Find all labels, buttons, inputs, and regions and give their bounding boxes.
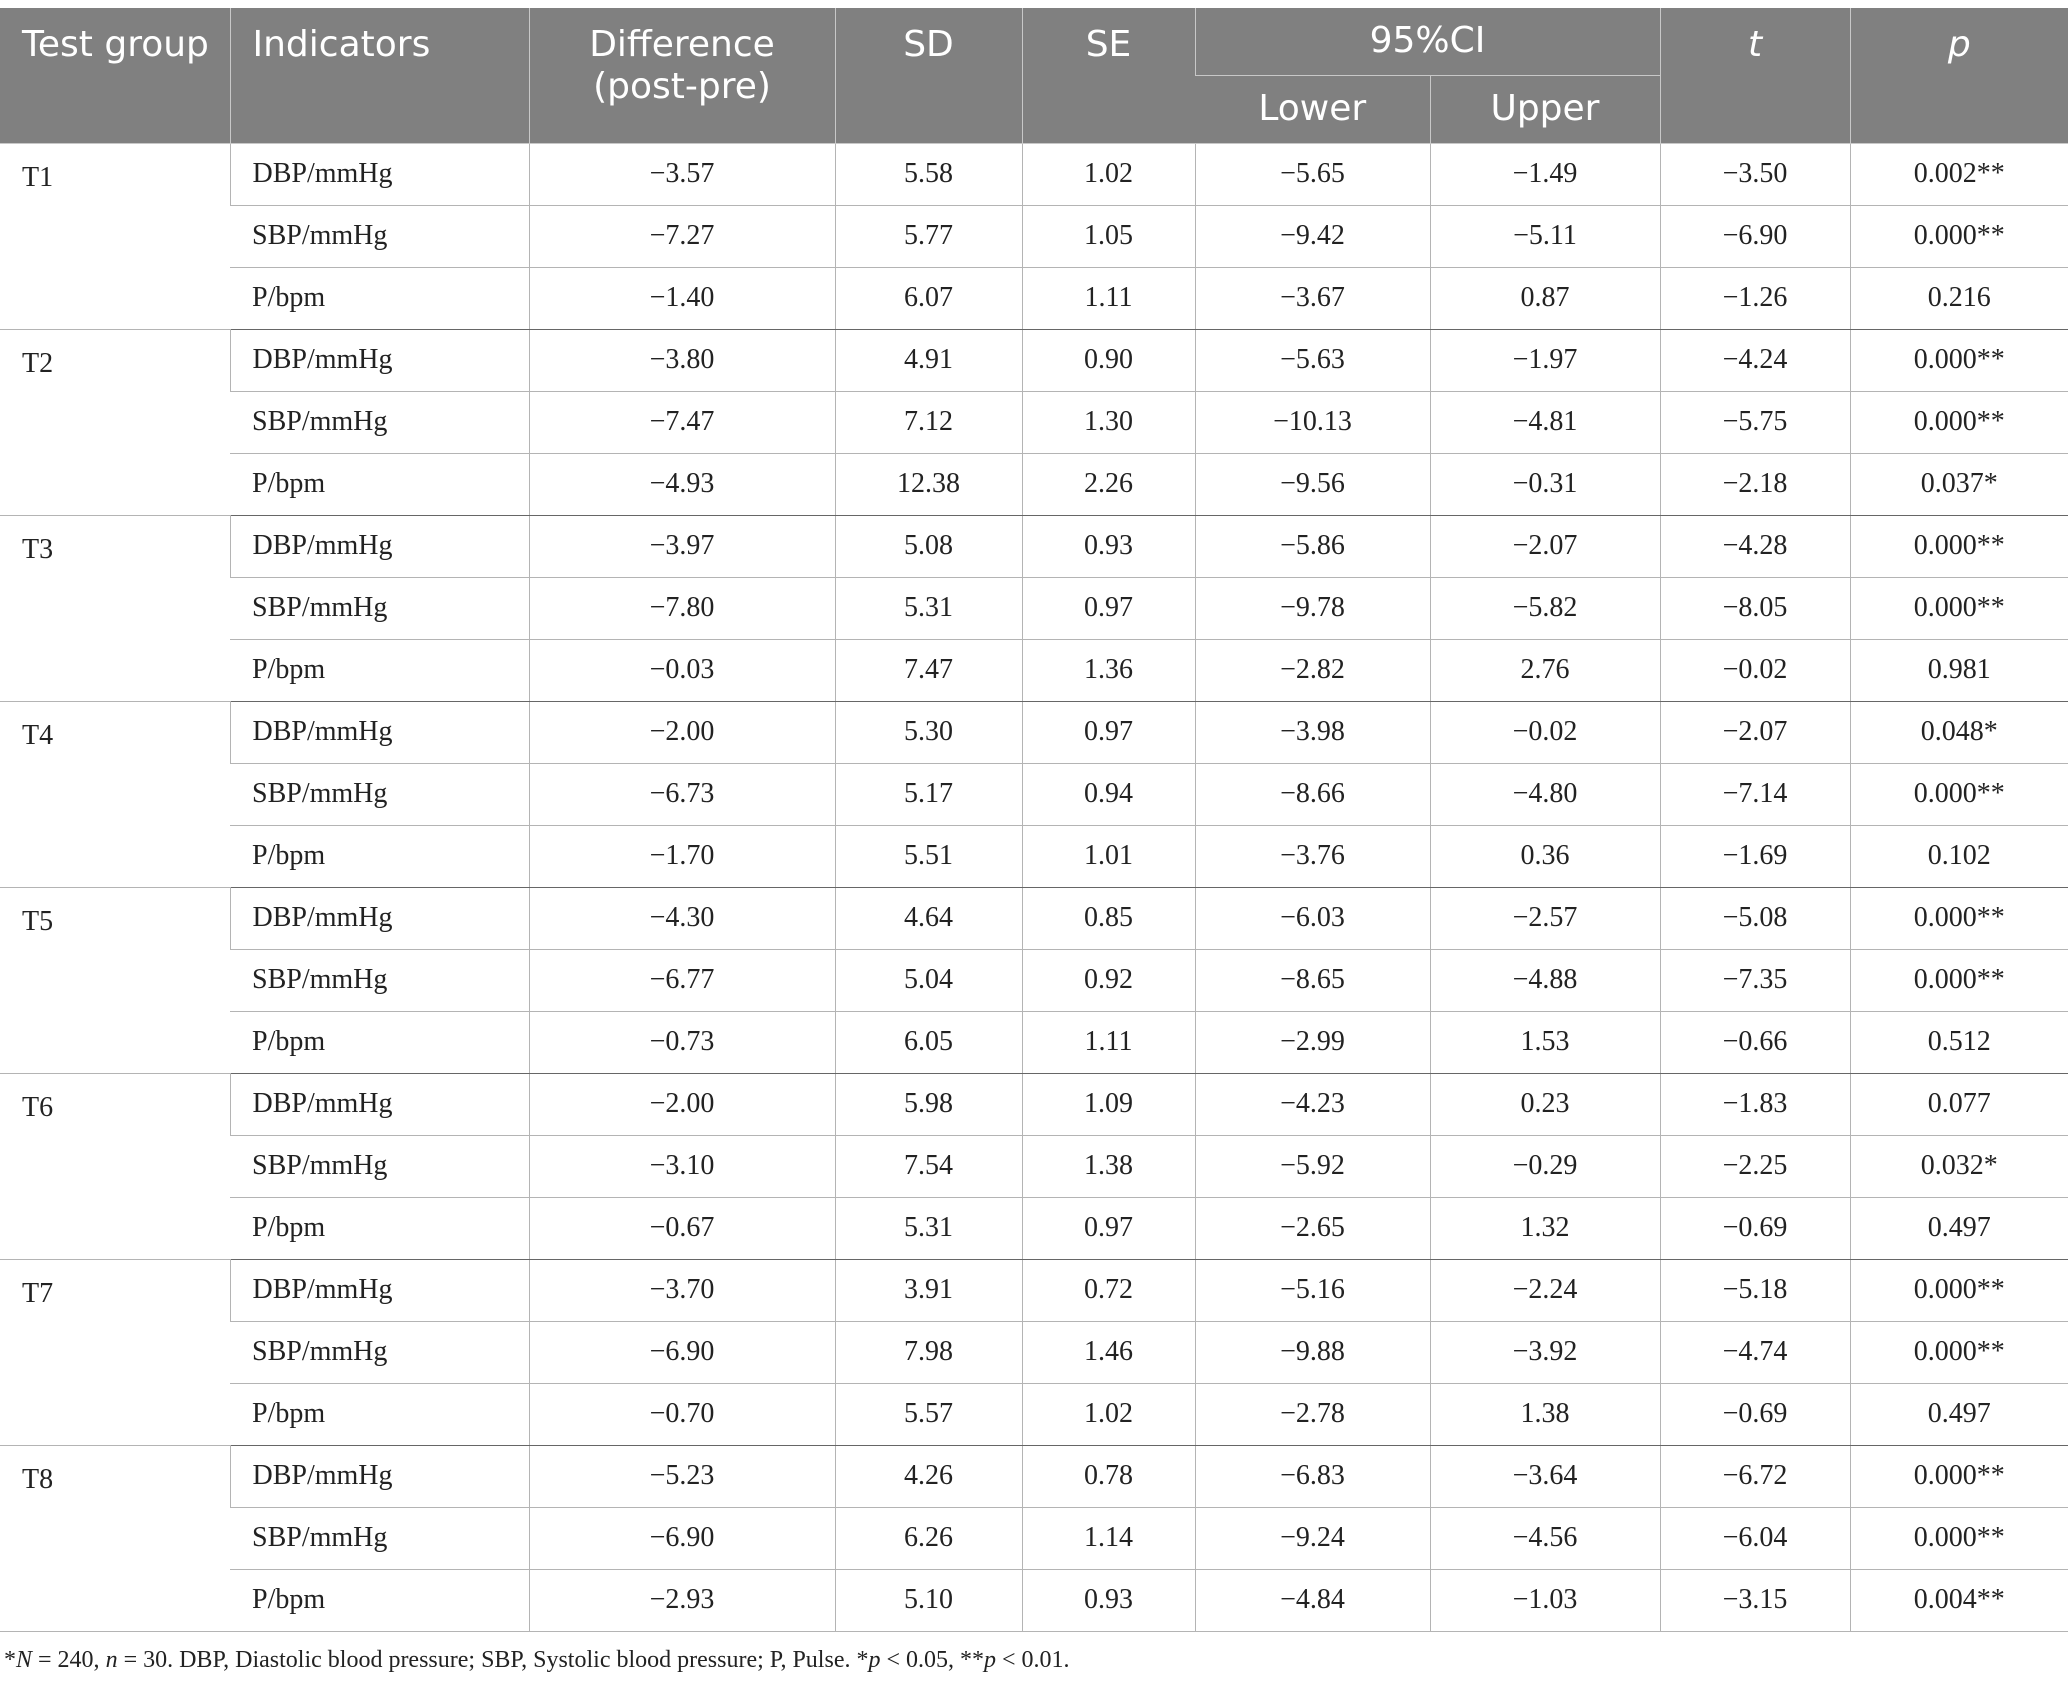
table-row (0, 1011, 2068, 1073)
difference-cell: −1.70 (529, 825, 835, 887)
p-cell: 0.102 (1850, 825, 2068, 887)
sd-cell: 5.08 (835, 515, 1022, 577)
t-cell: −4.74 (1660, 1321, 1850, 1383)
sd-cell: 7.12 (835, 391, 1022, 453)
difference-cell: −6.77 (529, 949, 835, 1011)
table-row (0, 1259, 2068, 1321)
test-group-cell: T7 (0, 1259, 230, 1445)
ci-upper-cell: −4.80 (1430, 763, 1660, 825)
footnote-n-total-value: = 240, (32, 1647, 106, 1673)
t-cell: −0.02 (1660, 639, 1850, 701)
p-cell: 0.497 (1850, 1197, 2068, 1259)
difference-cell: −1.40 (529, 267, 835, 329)
footnote-n-total-label: N (16, 1647, 33, 1673)
table-row (0, 453, 2068, 515)
ci-lower-cell: −4.23 (1195, 1073, 1430, 1135)
indicator-cell: SBP/mmHg (230, 1321, 529, 1383)
se-cell: 1.01 (1022, 825, 1195, 887)
footnote-p2-value: < 0.01. (996, 1647, 1070, 1673)
indicator-cell: DBP/mmHg (230, 329, 529, 391)
indicator-cell: P/bpm (230, 825, 529, 887)
ci-upper-cell: −1.49 (1430, 143, 1660, 205)
t-cell: −5.75 (1660, 391, 1850, 453)
ci-lower-cell: −6.03 (1195, 887, 1430, 949)
footnote-p1-value: < 0.05, ** (880, 1647, 985, 1673)
ci-lower-cell: −9.56 (1195, 453, 1430, 515)
difference-cell: −3.57 (529, 143, 835, 205)
difference-cell: −5.23 (529, 1445, 835, 1507)
p-cell: 0.000** (1850, 391, 2068, 453)
se-cell: 0.85 (1022, 887, 1195, 949)
t-cell: −1.83 (1660, 1073, 1850, 1135)
header-sd: SD (835, 8, 1022, 143)
indicator-cell: SBP/mmHg (230, 763, 529, 825)
header-difference-line1: Difference (589, 24, 775, 65)
se-cell: 0.92 (1022, 949, 1195, 1011)
p-cell: 0.037* (1850, 453, 2068, 515)
p-cell: 0.000** (1850, 1445, 2068, 1507)
table-row (0, 639, 2068, 701)
t-cell: −1.26 (1660, 267, 1850, 329)
header-difference (529, 8, 835, 143)
indicator-cell: DBP/mmHg (230, 887, 529, 949)
t-cell: −0.69 (1660, 1383, 1850, 1445)
sd-cell: 4.64 (835, 887, 1022, 949)
ci-upper-cell: −4.56 (1430, 1507, 1660, 1569)
indicator-cell: SBP/mmHg (230, 1507, 529, 1569)
se-cell: 1.11 (1022, 1011, 1195, 1073)
indicator-cell: SBP/mmHg (230, 1135, 529, 1197)
table-body (0, 143, 2068, 1631)
table-row (0, 701, 2068, 763)
difference-cell: −7.47 (529, 391, 835, 453)
sd-cell: 3.91 (835, 1259, 1022, 1321)
sd-cell: 7.47 (835, 639, 1022, 701)
t-cell: −4.24 (1660, 329, 1850, 391)
se-cell: 1.14 (1022, 1507, 1195, 1569)
test-group-cell: T8 (0, 1445, 230, 1631)
t-cell: −7.35 (1660, 949, 1850, 1011)
ci-upper-cell: 2.76 (1430, 639, 1660, 701)
difference-cell: −4.30 (529, 887, 835, 949)
ci-upper-cell: −3.92 (1430, 1321, 1660, 1383)
p-cell: 0.000** (1850, 1507, 2068, 1569)
ci-lower-cell: −10.13 (1195, 391, 1430, 453)
indicator-cell: DBP/mmHg (230, 1259, 529, 1321)
table-row (0, 1383, 2068, 1445)
ci-upper-cell: −5.82 (1430, 577, 1660, 639)
test-group-cell: T3 (0, 515, 230, 701)
se-cell: 0.97 (1022, 1197, 1195, 1259)
difference-cell: −2.00 (529, 701, 835, 763)
p-cell: 0.000** (1850, 577, 2068, 639)
t-cell: −2.07 (1660, 701, 1850, 763)
sd-cell: 5.04 (835, 949, 1022, 1011)
footnote-star: * (4, 1647, 16, 1673)
ci-upper-cell: 1.38 (1430, 1383, 1660, 1445)
ci-upper-cell: −3.64 (1430, 1445, 1660, 1507)
se-cell: 1.05 (1022, 205, 1195, 267)
indicator-cell: DBP/mmHg (230, 515, 529, 577)
t-cell: −0.66 (1660, 1011, 1850, 1073)
p-cell: 0.002** (1850, 143, 2068, 205)
header-indicators: Indicators (230, 8, 529, 143)
difference-cell: −3.70 (529, 1259, 835, 1321)
indicator-cell: P/bpm (230, 639, 529, 701)
table-row (0, 1197, 2068, 1259)
se-cell: 2.26 (1022, 453, 1195, 515)
p-cell: 0.000** (1850, 205, 2068, 267)
difference-cell: −3.10 (529, 1135, 835, 1197)
indicator-cell: SBP/mmHg (230, 949, 529, 1011)
difference-cell: −3.80 (529, 329, 835, 391)
indicator-cell: DBP/mmHg (230, 143, 529, 205)
sd-cell: 12.38 (835, 453, 1022, 515)
ci-upper-cell: −4.88 (1430, 949, 1660, 1011)
table-row (0, 1569, 2068, 1631)
test-group-cell: T2 (0, 329, 230, 515)
p-cell: 0.048* (1850, 701, 2068, 763)
se-cell: 1.09 (1022, 1073, 1195, 1135)
sd-cell: 5.30 (835, 701, 1022, 763)
header-se: SE (1022, 8, 1195, 143)
p-cell: 0.000** (1850, 515, 2068, 577)
sd-cell: 5.51 (835, 825, 1022, 887)
ci-lower-cell: −2.65 (1195, 1197, 1430, 1259)
table-row (0, 267, 2068, 329)
ci-lower-cell: −5.63 (1195, 329, 1430, 391)
sd-cell: 4.26 (835, 1445, 1022, 1507)
table-row (0, 1321, 2068, 1383)
se-cell: 0.93 (1022, 1569, 1195, 1631)
sd-cell: 5.77 (835, 205, 1022, 267)
p-cell: 0.000** (1850, 1321, 2068, 1383)
sd-cell: 7.54 (835, 1135, 1022, 1197)
sd-cell: 6.26 (835, 1507, 1022, 1569)
se-cell: 0.93 (1022, 515, 1195, 577)
difference-cell: −0.73 (529, 1011, 835, 1073)
ci-lower-cell: −9.78 (1195, 577, 1430, 639)
ci-lower-cell: −5.65 (1195, 143, 1430, 205)
p-cell: 0.512 (1850, 1011, 2068, 1073)
se-cell: 0.94 (1022, 763, 1195, 825)
table-container (0, 8, 2068, 1632)
p-cell: 0.000** (1850, 949, 2068, 1011)
table-row (0, 1073, 2068, 1135)
indicator-cell: DBP/mmHg (230, 1073, 529, 1135)
ci-upper-cell: −0.02 (1430, 701, 1660, 763)
ci-lower-cell: −5.16 (1195, 1259, 1430, 1321)
p-cell: 0.032* (1850, 1135, 2068, 1197)
ci-lower-cell: −3.76 (1195, 825, 1430, 887)
p-cell: 0.077 (1850, 1073, 2068, 1135)
sd-cell: 5.10 (835, 1569, 1022, 1631)
ci-upper-cell: −1.03 (1430, 1569, 1660, 1631)
indicator-cell: SBP/mmHg (230, 577, 529, 639)
t-cell: −4.28 (1660, 515, 1850, 577)
difference-cell: −0.03 (529, 639, 835, 701)
se-cell: 1.11 (1022, 267, 1195, 329)
ci-upper-cell: −0.31 (1430, 453, 1660, 515)
header-upper: Upper (1430, 75, 1660, 143)
difference-cell: −6.90 (529, 1507, 835, 1569)
se-cell: 1.02 (1022, 143, 1195, 205)
p-cell: 0.004** (1850, 1569, 2068, 1631)
t-cell: −2.25 (1660, 1135, 1850, 1197)
t-cell: −6.72 (1660, 1445, 1850, 1507)
t-cell: −2.18 (1660, 453, 1850, 515)
sd-cell: 5.17 (835, 763, 1022, 825)
difference-cell: −7.27 (529, 205, 835, 267)
difference-cell: −3.97 (529, 515, 835, 577)
ci-lower-cell: −9.24 (1195, 1507, 1430, 1569)
sd-cell: 5.31 (835, 1197, 1022, 1259)
header-test-group: Test group (0, 8, 230, 143)
p-cell: 0.216 (1850, 267, 2068, 329)
ci-upper-cell: −1.97 (1430, 329, 1660, 391)
sd-cell: 6.07 (835, 267, 1022, 329)
se-cell: 1.02 (1022, 1383, 1195, 1445)
ci-upper-cell: 1.53 (1430, 1011, 1660, 1073)
indicator-cell: P/bpm (230, 1569, 529, 1631)
header-t: t (1660, 8, 1850, 143)
ci-lower-cell: −8.65 (1195, 949, 1430, 1011)
table-row (0, 143, 2068, 205)
indicator-cell: SBP/mmHg (230, 205, 529, 267)
footnote-n-label: n (105, 1647, 118, 1673)
ci-upper-cell: 0.36 (1430, 825, 1660, 887)
sd-cell: 5.98 (835, 1073, 1022, 1135)
t-cell: −1.69 (1660, 825, 1850, 887)
se-cell: 1.30 (1022, 391, 1195, 453)
table-row (0, 825, 2068, 887)
results-table (0, 8, 2068, 1632)
table-footnote (4, 1647, 1070, 1674)
ci-lower-cell: −4.84 (1195, 1569, 1430, 1631)
table-row (0, 1507, 2068, 1569)
difference-cell: −0.67 (529, 1197, 835, 1259)
ci-upper-cell: −0.29 (1430, 1135, 1660, 1197)
ci-lower-cell: −9.42 (1195, 205, 1430, 267)
p-cell: 0.000** (1850, 887, 2068, 949)
sd-cell: 5.31 (835, 577, 1022, 639)
header-difference-line2: (post-pre) (593, 66, 771, 107)
ci-lower-cell: −3.98 (1195, 701, 1430, 763)
t-cell: −5.18 (1660, 1259, 1850, 1321)
table-row (0, 763, 2068, 825)
indicator-cell: SBP/mmHg (230, 391, 529, 453)
table-row (0, 949, 2068, 1011)
table-row (0, 515, 2068, 577)
table-header (0, 8, 2068, 143)
indicator-cell: P/bpm (230, 1011, 529, 1073)
sd-cell: 6.05 (835, 1011, 1022, 1073)
ci-upper-cell: 1.32 (1430, 1197, 1660, 1259)
table-row (0, 1135, 2068, 1197)
p-cell: 0.981 (1850, 639, 2068, 701)
t-cell: −3.15 (1660, 1569, 1850, 1631)
p-cell: 0.000** (1850, 763, 2068, 825)
ci-lower-cell: −2.78 (1195, 1383, 1430, 1445)
difference-cell: −2.93 (529, 1569, 835, 1631)
se-cell: 0.90 (1022, 329, 1195, 391)
se-cell: 0.72 (1022, 1259, 1195, 1321)
header-p: p (1850, 8, 2068, 143)
indicator-cell: DBP/mmHg (230, 701, 529, 763)
test-group-cell: T5 (0, 887, 230, 1073)
table-row (0, 577, 2068, 639)
table-row (0, 329, 2068, 391)
table-row (0, 205, 2068, 267)
ci-lower-cell: −8.66 (1195, 763, 1430, 825)
p-cell: 0.000** (1850, 1259, 2068, 1321)
sd-cell: 5.57 (835, 1383, 1022, 1445)
footnote-p1-label: p (868, 1647, 881, 1673)
t-cell: −3.50 (1660, 143, 1850, 205)
difference-cell: −2.00 (529, 1073, 835, 1135)
t-cell: −5.08 (1660, 887, 1850, 949)
ci-lower-cell: −5.92 (1195, 1135, 1430, 1197)
difference-cell: −4.93 (529, 453, 835, 515)
ci-upper-cell: −2.24 (1430, 1259, 1660, 1321)
difference-cell: −0.70 (529, 1383, 835, 1445)
table-row (0, 887, 2068, 949)
table-row (0, 1445, 2068, 1507)
ci-lower-cell: −2.82 (1195, 639, 1430, 701)
p-cell: 0.497 (1850, 1383, 2068, 1445)
indicator-cell: P/bpm (230, 267, 529, 329)
t-cell: −7.14 (1660, 763, 1850, 825)
footnote-n-value: = 30. DBP, Diastolic blood pressure; SBP, Systolic blood pressure; P, Pulse. * (117, 1647, 869, 1673)
difference-cell: −6.90 (529, 1321, 835, 1383)
difference-cell: −7.80 (529, 577, 835, 639)
test-group-cell: T6 (0, 1073, 230, 1259)
footnote-p2-label: p (984, 1647, 997, 1673)
sd-cell: 4.91 (835, 329, 1022, 391)
ci-upper-cell: −2.57 (1430, 887, 1660, 949)
t-cell: −8.05 (1660, 577, 1850, 639)
ci-lower-cell: −9.88 (1195, 1321, 1430, 1383)
ci-upper-cell: 0.23 (1430, 1073, 1660, 1135)
se-cell: 0.97 (1022, 701, 1195, 763)
t-cell: −6.90 (1660, 205, 1850, 267)
t-cell: −0.69 (1660, 1197, 1850, 1259)
ci-upper-cell: −2.07 (1430, 515, 1660, 577)
table-row (0, 391, 2068, 453)
ci-lower-cell: −5.86 (1195, 515, 1430, 577)
sd-cell: 7.98 (835, 1321, 1022, 1383)
se-cell: 0.97 (1022, 577, 1195, 639)
p-cell: 0.000** (1850, 329, 2068, 391)
ci-lower-cell: −2.99 (1195, 1011, 1430, 1073)
indicator-cell: DBP/mmHg (230, 1445, 529, 1507)
ci-lower-cell: −6.83 (1195, 1445, 1430, 1507)
header-95ci: 95%CI (1195, 8, 1660, 75)
se-cell: 1.46 (1022, 1321, 1195, 1383)
se-cell: 1.38 (1022, 1135, 1195, 1197)
test-group-cell: T4 (0, 701, 230, 887)
test-group-cell: T1 (0, 143, 230, 329)
indicator-cell: P/bpm (230, 1197, 529, 1259)
indicator-cell: P/bpm (230, 1383, 529, 1445)
se-cell: 1.36 (1022, 639, 1195, 701)
difference-cell: −6.73 (529, 763, 835, 825)
ci-lower-cell: −3.67 (1195, 267, 1430, 329)
header-lower: Lower (1195, 75, 1430, 143)
ci-upper-cell: −4.81 (1430, 391, 1660, 453)
t-cell: −6.04 (1660, 1507, 1850, 1569)
se-cell: 0.78 (1022, 1445, 1195, 1507)
sd-cell: 5.58 (835, 143, 1022, 205)
ci-upper-cell: −5.11 (1430, 205, 1660, 267)
ci-upper-cell: 0.87 (1430, 267, 1660, 329)
indicator-cell: P/bpm (230, 453, 529, 515)
